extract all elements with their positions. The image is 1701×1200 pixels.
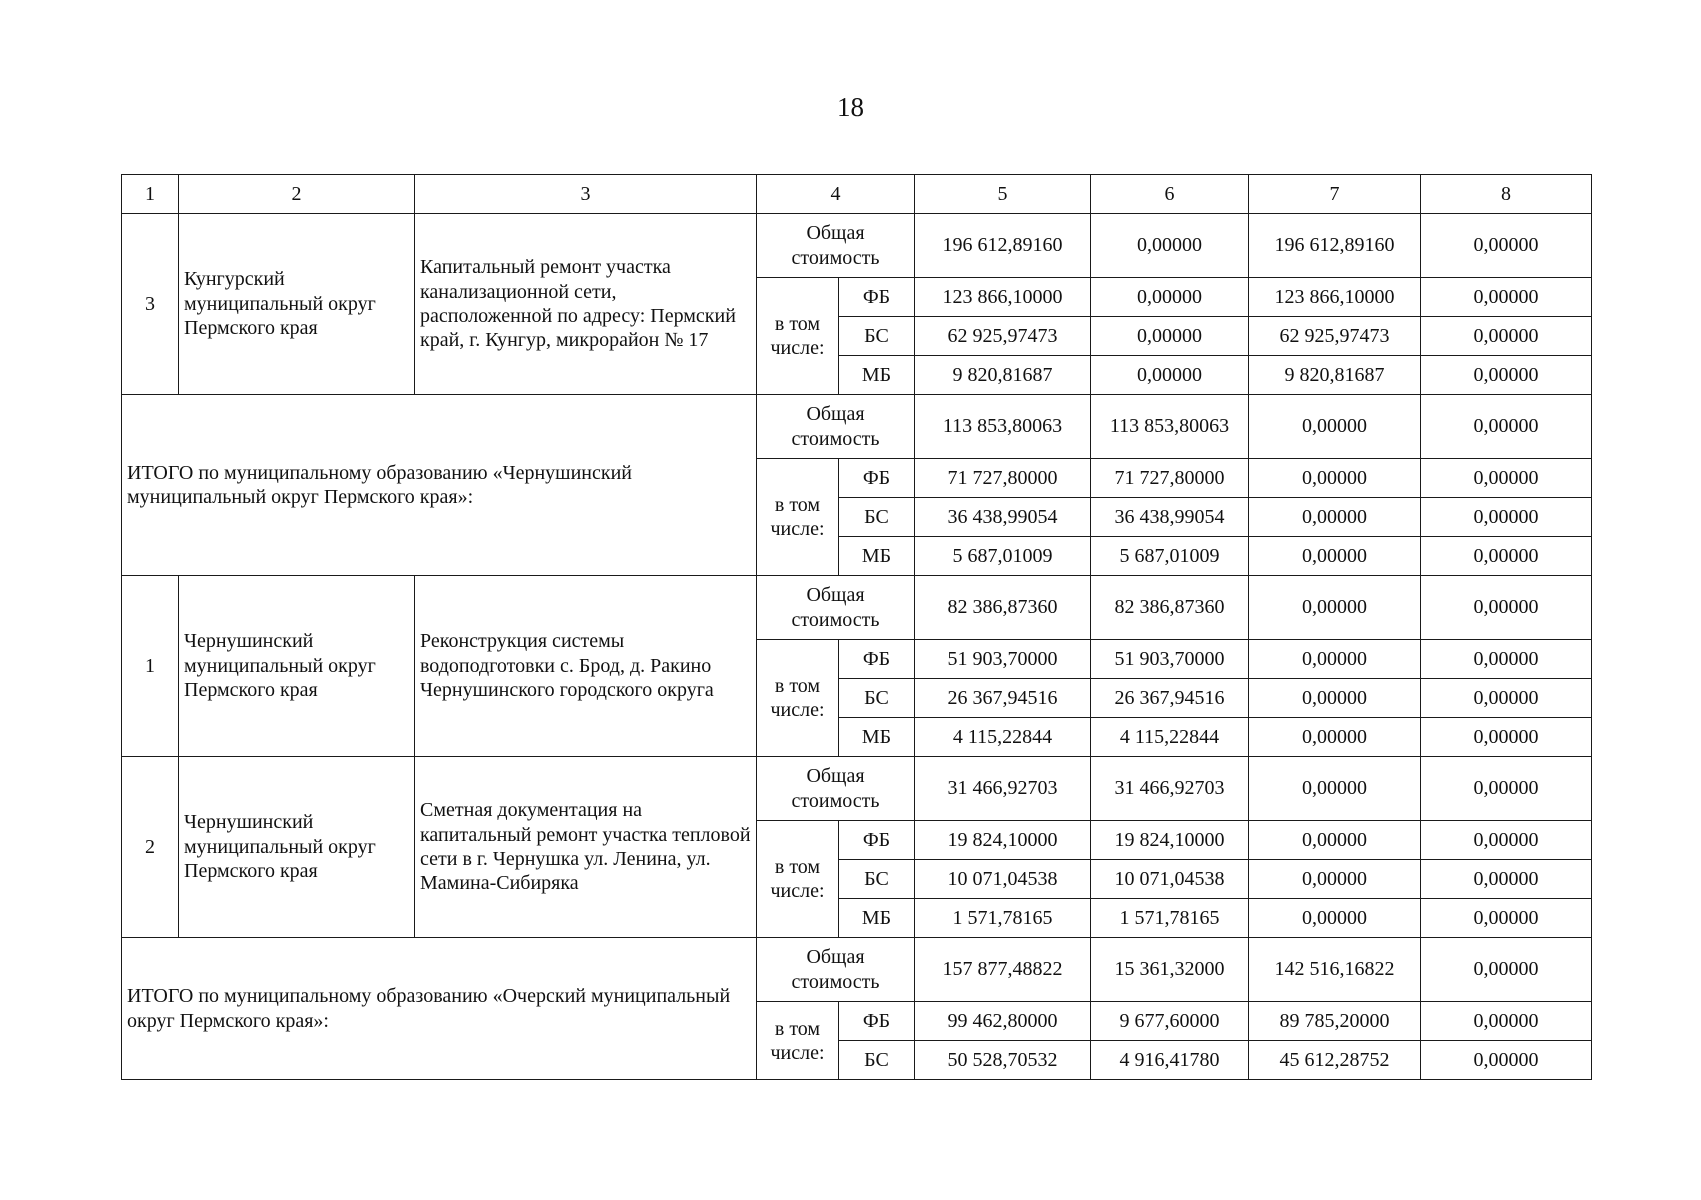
summary-total-row: [122, 395, 1592, 459]
including-label: в том числе:: [757, 640, 839, 757]
funding-value: 89 785,20000: [1249, 1002, 1421, 1041]
funding-source-code: ФБ: [839, 1002, 915, 1041]
total-value: 0,00000: [1421, 757, 1592, 821]
row-number: 3: [122, 214, 179, 395]
funding-value: 19 824,10000: [1091, 821, 1249, 860]
funding-value: 50 528,70532: [915, 1041, 1091, 1080]
funding-value: 62 925,97473: [1249, 317, 1421, 356]
funding-value: 0,00000: [1421, 459, 1592, 498]
row-number: 2: [122, 757, 179, 938]
funding-value: 0,00000: [1421, 278, 1592, 317]
funding-value: 4 115,22844: [915, 718, 1091, 757]
funding-value: 26 367,94516: [1091, 679, 1249, 718]
funding-value: 0,00000: [1421, 679, 1592, 718]
funding-source-code: БС: [839, 679, 915, 718]
total-cost-label: Общая стоимость: [757, 757, 915, 821]
funding-value: 5 687,01009: [1091, 537, 1249, 576]
funding-value: 0,00000: [1421, 356, 1592, 395]
funding-value: 26 367,94516: [915, 679, 1091, 718]
funding-value: 0,00000: [1421, 640, 1592, 679]
column-number: 7: [1249, 175, 1421, 214]
column-number: 2: [179, 175, 415, 214]
column-number: 1: [122, 175, 179, 214]
total-value: 0,00000: [1421, 576, 1592, 640]
funding-value: 0,00000: [1249, 718, 1421, 757]
funding-value: 123 866,10000: [915, 278, 1091, 317]
municipality-name: Чернушинский муниципальный округ Пермского края: [179, 757, 415, 938]
table-row: [122, 214, 1592, 278]
funding-value: 0,00000: [1249, 679, 1421, 718]
funding-source-code: ФБ: [839, 459, 915, 498]
funding-value: 0,00000: [1421, 1041, 1592, 1080]
funding-value: 123 866,10000: [1249, 278, 1421, 317]
funding-value: 36 438,99054: [1091, 498, 1249, 537]
funding-value: 0,00000: [1249, 899, 1421, 938]
funding-source-code: ФБ: [839, 640, 915, 679]
funding-table: [121, 174, 1592, 1080]
funding-value: 0,00000: [1249, 498, 1421, 537]
total-value: 196 612,89160: [1249, 214, 1421, 278]
summary-total-row: [122, 938, 1592, 1002]
object-description: Капитальный ремонт участка канализационной сети, расположенной по адресу: Пермский край, г. Кунгур, микрорайон № 17: [415, 214, 757, 395]
funding-value: 0,00000: [1421, 498, 1592, 537]
column-number: 4: [757, 175, 915, 214]
column-number: 8: [1421, 175, 1592, 214]
including-label: в том числе:: [757, 459, 839, 576]
municipality-name: Кунгурский муниципальный округ Пермского края: [179, 214, 415, 395]
total-value: 196 612,89160: [915, 214, 1091, 278]
funding-source-code: БС: [839, 317, 915, 356]
table-body: [122, 175, 1592, 1080]
funding-value: 51 903,70000: [1091, 640, 1249, 679]
funding-value: 0,00000: [1249, 459, 1421, 498]
funding-source-code: БС: [839, 1041, 915, 1080]
funding-source-code: МБ: [839, 356, 915, 395]
funding-value: 0,00000: [1249, 537, 1421, 576]
funding-value: 4 916,41780: [1091, 1041, 1249, 1080]
object-description: Сметная документация на капитальный ремонт участка тепловой сети в г. Чернушка ул. Ленина, ул. Мамина-Сибиряка: [415, 757, 757, 938]
funding-value: 4 115,22844: [1091, 718, 1249, 757]
total-value: 113 853,80063: [1091, 395, 1249, 459]
funding-value: 62 925,97473: [915, 317, 1091, 356]
total-value: 0,00000: [1421, 214, 1592, 278]
total-value: 142 516,16822: [1249, 938, 1421, 1002]
summary-label: ИТОГО по муниципальному образованию «Чернушинский муниципальный округ Пермского края»:: [122, 395, 757, 576]
including-label: в том числе:: [757, 821, 839, 938]
total-cost-label: Общая стоимость: [757, 214, 915, 278]
total-value: 0,00000: [1091, 214, 1249, 278]
total-value: 0,00000: [1249, 757, 1421, 821]
funding-value: 10 071,04538: [1091, 860, 1249, 899]
funding-value: 0,00000: [1091, 356, 1249, 395]
row-number: 1: [122, 576, 179, 757]
funding-value: 99 462,80000: [915, 1002, 1091, 1041]
funding-value: 0,00000: [1091, 317, 1249, 356]
column-number: 3: [415, 175, 757, 214]
total-value: 0,00000: [1421, 938, 1592, 1002]
including-label: в том числе:: [757, 1002, 839, 1080]
total-cost-label: Общая стоимость: [757, 395, 915, 459]
funding-value: 0,00000: [1421, 718, 1592, 757]
total-value: 0,00000: [1249, 395, 1421, 459]
total-value: 82 386,87360: [1091, 576, 1249, 640]
table-row: [122, 757, 1592, 821]
total-cost-label: Общая стоимость: [757, 938, 915, 1002]
total-cost-label: Общая стоимость: [757, 576, 915, 640]
funding-value: 71 727,80000: [1091, 459, 1249, 498]
funding-value: 0,00000: [1421, 1002, 1592, 1041]
funding-source-code: БС: [839, 498, 915, 537]
funding-value: 1 571,78165: [915, 899, 1091, 938]
column-number-row: [122, 175, 1592, 214]
funding-source-code: БС: [839, 860, 915, 899]
funding-value: 0,00000: [1249, 640, 1421, 679]
total-value: 31 466,92703: [915, 757, 1091, 821]
funding-value: 0,00000: [1421, 860, 1592, 899]
funding-value: 10 071,04538: [915, 860, 1091, 899]
funding-value: 36 438,99054: [915, 498, 1091, 537]
total-value: 15 361,32000: [1091, 938, 1249, 1002]
municipality-name: Чернушинский муниципальный округ Пермского края: [179, 576, 415, 757]
funding-value: 5 687,01009: [915, 537, 1091, 576]
funding-value: 45 612,28752: [1249, 1041, 1421, 1080]
funding-value: 19 824,10000: [915, 821, 1091, 860]
funding-value: 0,00000: [1421, 317, 1592, 356]
funding-value: 0,00000: [1421, 537, 1592, 576]
funding-value: 0,00000: [1091, 278, 1249, 317]
summary-label: ИТОГО по муниципальному образованию «Очерский муниципальный округ Пермского края»:: [122, 938, 757, 1080]
object-description: Реконструкция системы водоподготовки с. Брод, д. Ракино Чернушинского городского округа: [415, 576, 757, 757]
funding-source-code: МБ: [839, 537, 915, 576]
funding-value: 9 677,60000: [1091, 1002, 1249, 1041]
funding-value: 1 571,78165: [1091, 899, 1249, 938]
column-number: 6: [1091, 175, 1249, 214]
column-number: 5: [915, 175, 1091, 214]
funding-source-code: ФБ: [839, 821, 915, 860]
total-value: 82 386,87360: [915, 576, 1091, 640]
funding-value: 0,00000: [1249, 860, 1421, 899]
total-value: 157 877,48822: [915, 938, 1091, 1002]
including-label: в том числе:: [757, 278, 839, 395]
total-value: 0,00000: [1421, 395, 1592, 459]
funding-value: 51 903,70000: [915, 640, 1091, 679]
total-value: 0,00000: [1249, 576, 1421, 640]
page-number: 18: [837, 92, 864, 122]
funding-source-code: ФБ: [839, 278, 915, 317]
total-value: 113 853,80063: [915, 395, 1091, 459]
table-row: [122, 576, 1592, 640]
funding-value: 9 820,81687: [915, 356, 1091, 395]
funding-value: 0,00000: [1421, 899, 1592, 938]
funding-value: 0,00000: [1249, 821, 1421, 860]
funding-value: 9 820,81687: [1249, 356, 1421, 395]
total-value: 31 466,92703: [1091, 757, 1249, 821]
funding-value: 71 727,80000: [915, 459, 1091, 498]
funding-source-code: МБ: [839, 899, 915, 938]
funding-value: 0,00000: [1421, 821, 1592, 860]
funding-source-code: МБ: [839, 718, 915, 757]
